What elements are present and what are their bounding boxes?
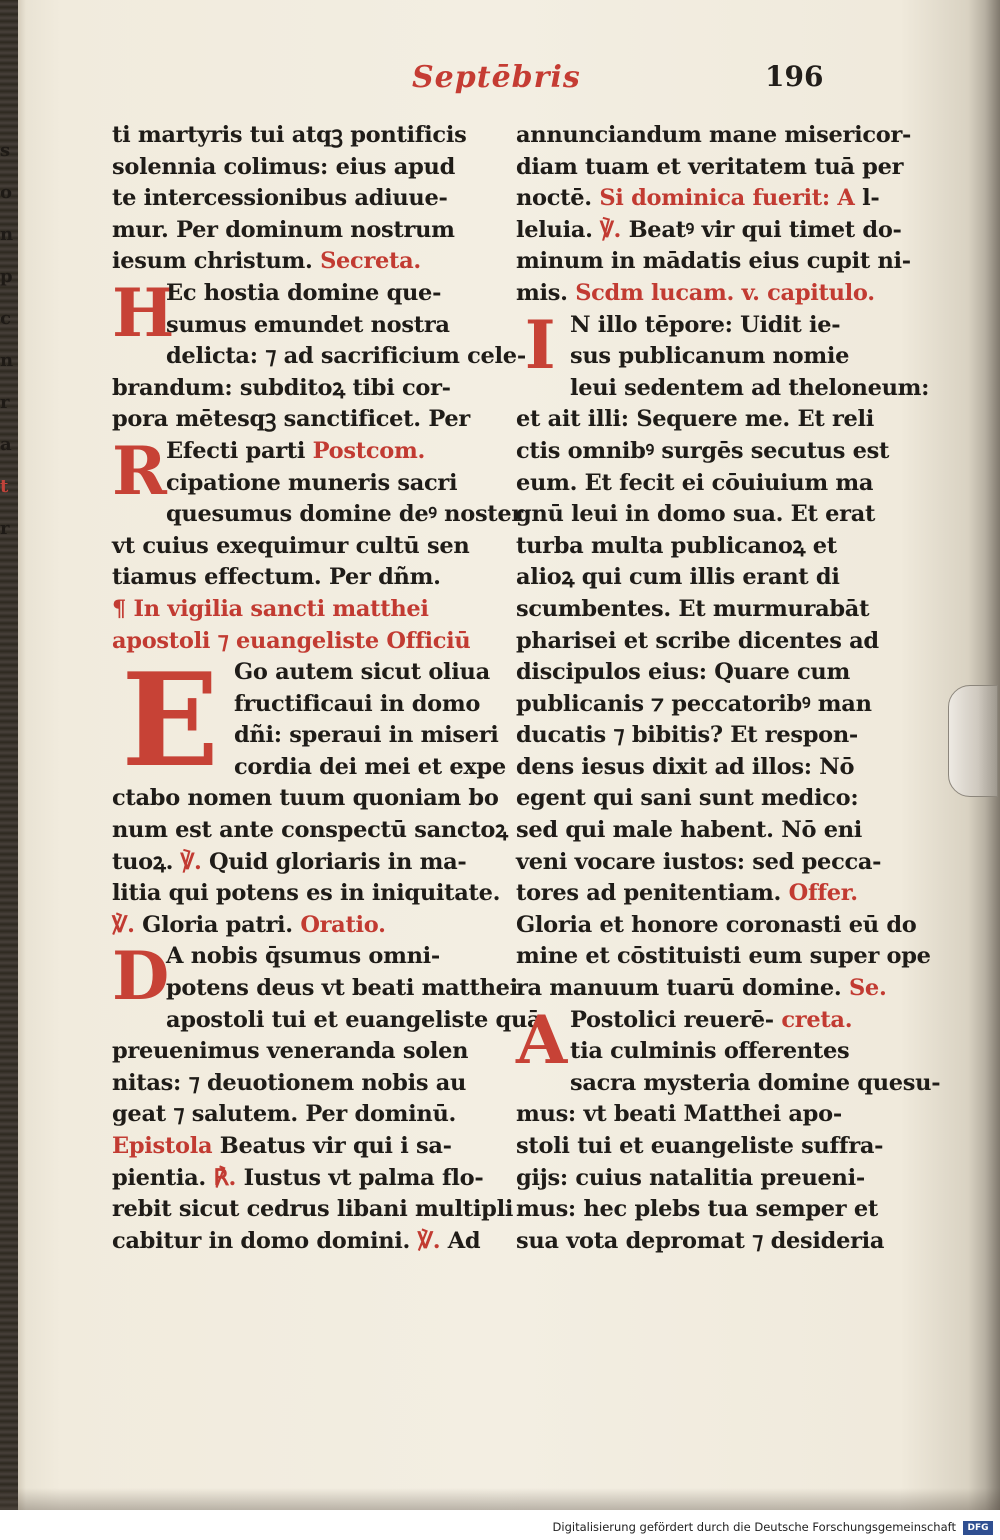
text-line [516,847,901,879]
body-text: nitas: ⁊ deuotionem nobis au [112,1069,467,1096]
body-text: N illo tēpore: Uidit ie- [570,311,841,338]
body-text: fructificaui in domo [234,690,481,717]
text-line [112,1194,514,1226]
text-line [516,910,917,942]
rubric-text: ¶ In vigilia sancti matthei [112,595,429,622]
body-text: Gloria et honore coronasti eū do [516,911,917,938]
rubric-text: Si dominica fuerit: A [591,185,855,212]
bleed-letter: o [0,182,13,203]
body-text: geat ⁊ salutem. Per dominū. [112,1101,457,1128]
text-line [516,815,901,847]
rubric-text: Scdm lucam. v. capitulo. [567,279,875,306]
body-text: publicanis ⁊ peccatoribꝰ man [516,690,872,717]
text-line [112,1131,504,1163]
body-text: annunciandum mane misericor- [516,122,912,148]
text-line [112,531,504,563]
body-text: Postolici reuerē- [570,1006,774,1033]
body-text: Iustus vt palma flo- [236,1164,484,1191]
text-line [112,215,504,247]
rubric-text: Secreta. [312,248,421,275]
rubric-text: ℣. [112,911,135,938]
text-line [112,1036,504,1068]
body-text: tores ad penitentiam. [516,880,782,907]
text-line [112,783,504,815]
rubric-text: Postcom. [305,437,425,464]
body-text: scumbentes. Et murmurabāt [516,595,870,622]
body-text: Beatus vir qui i sa- [212,1133,452,1159]
body-text: mus: hec plebs tua semper et [516,1196,879,1223]
text-line [516,783,901,815]
body-text: tia culminis offerentes [570,1038,850,1065]
rubric-text: Se. [841,975,887,1002]
text-line [516,562,901,594]
rubric-text: ℟. [205,1164,237,1191]
body-text: Gloria patri. [134,911,293,938]
text-line [112,594,504,626]
text-line [516,1194,901,1226]
dfg-logo: DFG [963,1521,993,1535]
body-text: tiamus effectum. Per dñm. [112,564,441,591]
body-text: brandum: subditoꝝ tibi cor- [112,374,451,401]
body-text: num est ante conspectū sanctoꝝ [112,817,508,844]
text-line [516,120,912,152]
text-line [112,404,504,436]
text-line [516,152,904,184]
body-text: preuenimus veneranda solen [112,1038,469,1065]
text-line [112,183,504,215]
running-title: Septēbris [412,60,581,95]
initial-letter: E [121,646,219,797]
body-text: delicta: ⁊ ad sacrificium cele- [166,343,526,370]
text-line [112,910,504,942]
book-clip [948,685,998,797]
bleed-letter: c [0,308,11,329]
body-text: sed qui male habent. Nō eni [516,817,863,844]
text-line [112,152,504,184]
body-text: minum in mādatis eius cupit ni- [516,248,911,275]
body-text: apostoli tui et euangeliste quā [166,1006,542,1033]
bleed-letter: r [0,392,10,413]
body-text: mis. [516,279,568,306]
body-text: ctis omnibꝰ surgēs secutus est [516,437,890,464]
body-text: litia qui potens es in iniquitate. [112,880,501,907]
folio-number: 196 [765,60,824,93]
initial-letter: A [516,1000,567,1079]
page-bottom-shadow [0,1488,1000,1510]
text-line [516,404,901,436]
body-text: te intercessionibus adiuue- [112,185,448,212]
text-line [516,499,901,531]
body-text: rebit sicut cedrus libani multipli [112,1196,514,1223]
text-line [112,310,504,342]
initial-letter: R [112,431,167,510]
facing-page-bleed [0,130,16,550]
text-line [516,941,931,973]
text-line [516,878,901,910]
body-text: egent qui sani sunt medico: [516,785,859,812]
text-line [516,1131,901,1163]
body-text: cipatione muneris sacri [166,469,458,496]
body-text: pora mētesqꝫ sanctificet. Per [112,406,470,433]
text-line [112,562,504,594]
bleed-letter: a [0,434,12,455]
body-text: Ec hostia domine que- [166,279,442,306]
text-line [516,689,901,721]
body-text: stoli tui et euangeliste suffra- [516,1133,884,1159]
text-line [516,278,901,310]
body-text: ti martyris tui atqꝫ pontificis [112,122,467,148]
text-line [516,310,901,342]
rubric-text: Offer. [781,880,858,907]
body-text: mine et cōstituisti eum super ope [516,943,931,970]
rubric-text: Epistola [112,1133,213,1159]
text-line [516,468,901,500]
rubric-text: Oratio. [292,911,386,938]
body-text: sumus emundet nostra [166,311,450,338]
text-line [112,973,518,1005]
text-line [516,752,901,784]
digitization-credit: Digitalisierung gefördert durch die Deutsche Forschungsgemeinschaft [552,1520,956,1534]
body-text: discipulos eius: Quare cum [516,659,850,686]
body-text: ra manuum tuarū domine. [516,975,842,1002]
text-line [112,1005,542,1037]
rubric-text: ℣. [173,848,202,875]
text-line [516,1005,901,1037]
body-text: dens iesus dixit ad illos: Nō [516,753,855,780]
text-line [112,1099,504,1131]
body-text: turba multa publicanoꝝ et [516,532,837,559]
text-line [516,215,901,247]
body-text: Beatꝰ vir qui timet do- [621,216,902,243]
text-line [112,278,504,310]
text-line [516,626,901,658]
body-text: Ad [440,1227,481,1254]
rubric-text: creta. [773,1006,853,1033]
body-text: veni vocare iustos: sed pecca- [516,848,882,875]
bleed-letter: t [0,476,9,497]
text-line [516,973,901,1005]
text-line [516,1068,941,1100]
text-line [112,341,526,373]
text-line [516,436,901,468]
text-line [516,373,930,405]
text-line [112,373,504,405]
bleed-letter: s [0,140,11,161]
text-line [516,657,901,689]
initial-letter: D [112,937,169,1016]
rubric-text: apostoli ⁊ euangeliste Officiū [112,627,471,654]
text-line [112,1226,504,1258]
body-text: leluia. [516,216,593,243]
body-text: ctabo nomen tuum quoniam bo [112,785,499,812]
body-text: mus: vt beati Matthei apo- [516,1101,842,1128]
bleed-letter: r [0,518,10,539]
initial-letter: H [112,273,175,352]
text-line [516,1099,901,1131]
body-text: pharisei et scribe dicentes ad [516,627,879,654]
text-line [112,246,504,278]
body-text: gijs: cuius natalitia preueni- [516,1164,865,1191]
text-line [516,341,901,373]
body-text: solennia colimus: eius apud [112,153,456,180]
text-line [516,1036,901,1068]
body-text: noctē. [516,185,592,212]
body-text: sus publicanum nomie [570,343,850,370]
body-text: ducatis ⁊ bibitis? Et respon- [516,722,858,749]
body-text: eum. Et fecit ei cōuiuium ma [516,469,874,496]
rubric-text: ℣. [592,216,622,243]
text-line [112,626,504,658]
right-text-column [516,120,941,1257]
body-text: l- [854,185,880,212]
text-line [112,815,508,847]
text-line [516,183,901,215]
text-line [516,246,911,278]
text-line [516,720,901,752]
text-line [112,468,504,500]
rubric-text: ℣. [410,1227,441,1254]
body-text: iesum christum. [112,248,313,275]
text-line [112,878,504,910]
left-text-column [112,120,542,1257]
text-line [112,941,504,973]
body-text: potens deus vt beati matthei [166,975,518,1002]
body-text: Quid gloriaris in ma- [201,848,467,875]
text-line [112,436,504,468]
body-text: sua vota depromat ⁊ desideria [516,1227,885,1254]
body-text: gnū leui in domo sua. Et erat [516,501,876,528]
text-line [516,531,901,563]
body-text: et ait illi: Sequere me. Et reli [516,406,875,433]
bleed-letter: p [0,266,13,287]
body-text: alioꝝ qui cum illis erant di [516,564,840,591]
text-line [112,847,504,879]
body-text: cabitur in domo domini. [112,1227,411,1254]
body-text: A nobis q̄sumus omni- [166,943,440,970]
body-text: cordia dei mei et expe [234,753,506,780]
text-line [516,1163,901,1195]
text-line [112,499,523,531]
body-text: vt cuius exequimur cultū sen [112,532,470,559]
body-text: sacra mysteria domine quesu- [570,1069,941,1096]
body-text: Efecti parti [166,437,306,464]
bleed-letter: n [0,350,14,371]
text-line [112,120,504,152]
body-text: tuoꝝ. [112,848,174,875]
text-line [112,1068,504,1100]
text-line [516,1226,901,1258]
body-text: pientia. [112,1164,206,1191]
body-text: mur. Per dominum nostrum [112,216,455,243]
body-text: diam tuam et veritatem tuā per [516,153,904,180]
initial-letter: I [524,305,556,384]
text-line [112,1163,504,1195]
bleed-letter: n [0,224,14,245]
text-line [516,594,901,626]
body-text: leui sedentem ad theloneum: [570,374,930,401]
body-text: dñi: speraui in miseri [234,722,499,749]
body-text: quesumus domine deꝰ noster [166,501,523,528]
body-text: Go autem sicut oliua [234,659,490,686]
